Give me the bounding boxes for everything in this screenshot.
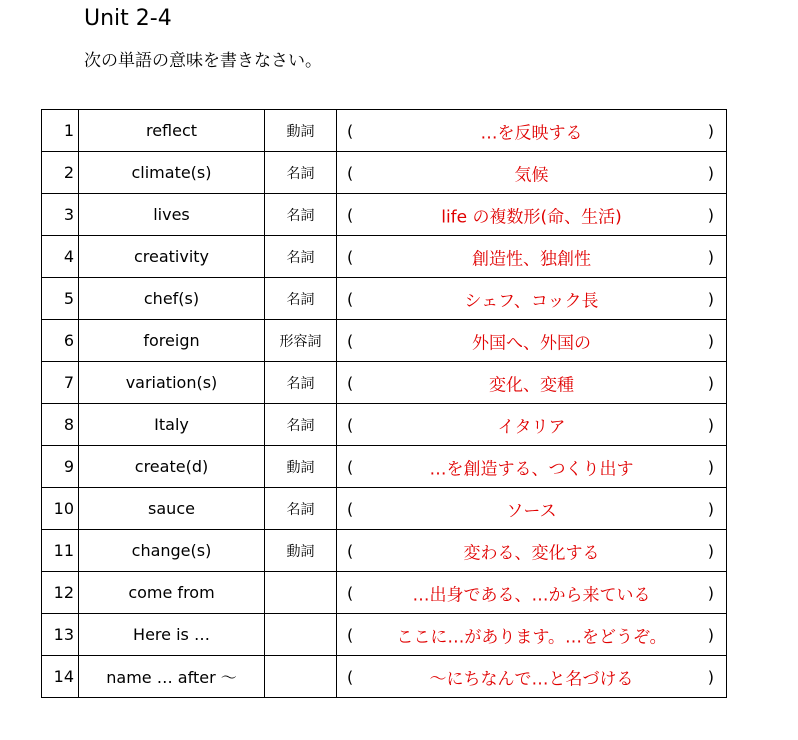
row-number: 14 <box>42 656 79 698</box>
meaning-answer: イタリア <box>497 417 566 437</box>
meaning-answer: 創造性、独創性 <box>472 249 591 269</box>
meaning-answer: …を反映する <box>480 123 583 143</box>
part-of-speech: 名詞 <box>265 404 337 446</box>
meaning-cell <box>337 152 727 194</box>
row-number: 6 <box>42 320 79 362</box>
meaning-cell <box>337 530 727 572</box>
close-paren: ) <box>707 625 714 644</box>
meaning-answer: ～にちなんで…と名づける <box>429 669 634 689</box>
table-row <box>42 152 727 194</box>
meaning-cell <box>337 236 727 278</box>
vocab-word: Italy <box>79 404 265 446</box>
close-paren: ) <box>707 541 714 560</box>
part-of-speech: 動詞 <box>265 110 337 152</box>
row-number: 12 <box>42 572 79 614</box>
instruction-text: 次の単語の意味を書きなさい。 <box>84 51 322 71</box>
table-row <box>42 404 727 446</box>
open-paren: ( <box>347 373 354 392</box>
part-of-speech: 名詞 <box>265 488 337 530</box>
part-of-speech: 動詞 <box>265 446 337 488</box>
open-paren: ( <box>347 289 354 308</box>
open-paren: ( <box>347 205 354 224</box>
close-paren: ) <box>707 163 714 182</box>
meaning-answer: ソース <box>506 501 557 521</box>
open-paren: ( <box>347 541 354 560</box>
table-row <box>42 572 727 614</box>
vocab-word: sauce <box>79 488 265 530</box>
row-number: 1 <box>42 110 79 152</box>
close-paren: ) <box>707 457 714 476</box>
row-number: 8 <box>42 404 79 446</box>
row-number: 3 <box>42 194 79 236</box>
part-of-speech <box>265 614 337 656</box>
vocab-word: variation(s) <box>79 362 265 404</box>
close-paren: ) <box>707 583 714 602</box>
open-paren: ( <box>347 121 354 140</box>
meaning-cell <box>337 278 727 320</box>
row-number: 4 <box>42 236 79 278</box>
part-of-speech: 名詞 <box>265 194 337 236</box>
meaning-answer: 変わる、変化する <box>463 543 600 563</box>
part-of-speech <box>265 656 337 698</box>
vocab-word: change(s) <box>79 530 265 572</box>
meaning-cell <box>337 362 727 404</box>
open-paren: ( <box>347 331 354 350</box>
meaning-cell <box>337 614 727 656</box>
meaning-answer: 外国へ、外国の <box>472 333 591 353</box>
meaning-answer: ここに…があります。…をどうぞ。 <box>396 627 667 647</box>
vocab-word: climate(s) <box>79 152 265 194</box>
vocab-word: lives <box>79 194 265 236</box>
table-row <box>42 110 727 152</box>
part-of-speech: 名詞 <box>265 278 337 320</box>
part-of-speech: 名詞 <box>265 236 337 278</box>
meaning-answer: 変化、変種 <box>489 375 574 395</box>
table-row <box>42 614 727 656</box>
part-of-speech: 形容詞 <box>265 320 337 362</box>
close-paren: ) <box>707 499 714 518</box>
open-paren: ( <box>347 667 354 686</box>
meaning-answer: life の複数形(命、生活) <box>441 207 622 227</box>
meaning-answer: …を創造する、つくり出す <box>429 459 634 479</box>
meaning-cell <box>337 656 727 698</box>
open-paren: ( <box>347 625 354 644</box>
meaning-answer: …出身である、…から来ている <box>412 585 651 605</box>
vocabulary-table <box>41 109 727 698</box>
table-row <box>42 656 727 698</box>
table-row <box>42 278 727 320</box>
row-number: 9 <box>42 446 79 488</box>
vocab-word: create(d) <box>79 446 265 488</box>
table-row <box>42 194 727 236</box>
unit-title: Unit 2-4 <box>84 6 172 31</box>
open-paren: ( <box>347 499 354 518</box>
meaning-cell <box>337 488 727 530</box>
part-of-speech: 名詞 <box>265 152 337 194</box>
open-paren: ( <box>347 163 354 182</box>
meaning-cell <box>337 572 727 614</box>
close-paren: ) <box>707 415 714 434</box>
meaning-answer: 気候 <box>514 165 549 185</box>
row-number: 10 <box>42 488 79 530</box>
meaning-cell <box>337 446 727 488</box>
vocab-word: Here is … <box>79 614 265 656</box>
table-row <box>42 362 727 404</box>
row-number: 5 <box>42 278 79 320</box>
table-row <box>42 530 727 572</box>
part-of-speech: 名詞 <box>265 362 337 404</box>
part-of-speech: 動詞 <box>265 530 337 572</box>
open-paren: ( <box>347 583 354 602</box>
vocab-word: name … after ～ <box>79 656 265 698</box>
open-paren: ( <box>347 415 354 434</box>
vocab-word: creativity <box>79 236 265 278</box>
vocab-word: reflect <box>79 110 265 152</box>
open-paren: ( <box>347 457 354 476</box>
table-row <box>42 236 727 278</box>
row-number: 13 <box>42 614 79 656</box>
close-paren: ) <box>707 205 714 224</box>
meaning-cell <box>337 110 727 152</box>
meaning-cell <box>337 404 727 446</box>
row-number: 7 <box>42 362 79 404</box>
table-row <box>42 488 727 530</box>
open-paren: ( <box>347 247 354 266</box>
table-row <box>42 320 727 362</box>
meaning-cell <box>337 320 727 362</box>
close-paren: ) <box>707 247 714 266</box>
close-paren: ) <box>707 331 714 350</box>
vocab-word: chef(s) <box>79 278 265 320</box>
row-number: 11 <box>42 530 79 572</box>
meaning-cell <box>337 194 727 236</box>
row-number: 2 <box>42 152 79 194</box>
close-paren: ) <box>707 667 714 686</box>
vocab-word: foreign <box>79 320 265 362</box>
close-paren: ) <box>707 121 714 140</box>
meaning-answer: シェフ、コック長 <box>464 291 599 311</box>
close-paren: ) <box>707 373 714 392</box>
vocab-word: come from <box>79 572 265 614</box>
table-row <box>42 446 727 488</box>
close-paren: ) <box>707 289 714 308</box>
part-of-speech <box>265 572 337 614</box>
